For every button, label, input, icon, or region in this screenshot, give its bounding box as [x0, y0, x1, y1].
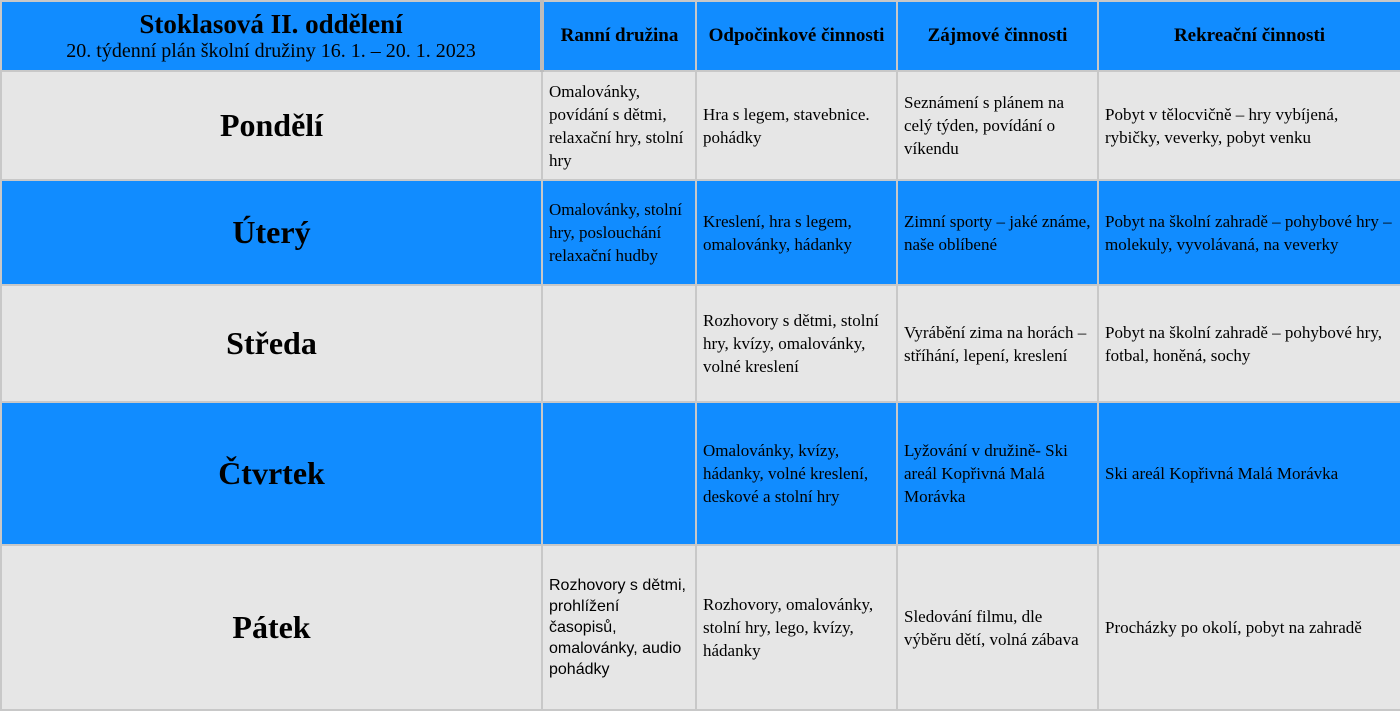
- table-cell: Pobyt na školní zahradě – pohybové hry – molekuly, vyvolávaná, na veverky: [1098, 180, 1400, 285]
- day-label: Pondělí: [1, 71, 542, 180]
- table-row-friday: [1, 545, 1400, 710]
- table-cell: Hra s legem, stavebnice. pohádky: [696, 71, 897, 180]
- table-cell: Omalovánky, stolní hry, poslouchání relaxační hudby: [542, 180, 696, 285]
- table-row-thursday: [1, 402, 1400, 545]
- table-cell: Pobyt na školní zahradě – pohybové hry, fotbal, honěná, sochy: [1098, 285, 1400, 402]
- table-cell: Zimní sporty – jaké známe, naše oblíbené: [897, 180, 1098, 285]
- day-label: Čtvrtek: [1, 402, 542, 545]
- day-label: Úterý: [1, 180, 542, 285]
- table-cell: Omalovánky, kvízy, hádanky, volné kreslení, deskové a stolní hry: [696, 402, 897, 545]
- title-cell: [1, 1, 542, 71]
- table-cell: Lyžování v družině- Ski areál Kopřivná Malá Morávka: [897, 402, 1098, 545]
- day-label: Pátek: [1, 545, 542, 710]
- table-cell: Rozhovory, omalovánky, stolní hry, lego, kvízy, hádanky: [696, 545, 897, 710]
- table-cell: Kreslení, hra s legem, omalovánky, hádanky: [696, 180, 897, 285]
- table-row-tuesday: [1, 180, 1400, 285]
- column-header-interest: Zájmové činnosti: [897, 1, 1098, 71]
- table-row-wednesday: [1, 285, 1400, 402]
- day-label: Středa: [1, 285, 542, 402]
- page-subtitle: 20. týdenní plán školní družiny 16. 1. – 20. 1. 2023: [66, 40, 476, 62]
- table-cell: Pobyt v tělocvičně – hry vybíjená, rybičky, veverky, pobyt venku: [1098, 71, 1400, 180]
- table-cell: Sledování filmu, dle výběru dětí, volná zábava: [897, 545, 1098, 710]
- table-cell: Procházky po okolí, pobyt na zahradě: [1098, 545, 1400, 710]
- column-header-morning: Ranní družina: [542, 1, 696, 71]
- table-cell: Rozhovory s dětmi, prohlížení časopisů, omalovánky, audio pohádky: [542, 545, 696, 710]
- table-cell: [542, 402, 696, 545]
- table-cell: Vyrábění zima na horách – stříhání, lepení, kreslení: [897, 285, 1098, 402]
- page-title: Stoklasová II. oddělení: [139, 9, 403, 39]
- column-header-rest: Odpočinkové činnosti: [696, 1, 897, 71]
- header-row: [1, 1, 1400, 71]
- table-cell: Rozhovory s dětmi, stolní hry, kvízy, omalovánky, volné kreslení: [696, 285, 897, 402]
- table-cell: Omalovánky, povídání s dětmi, relaxační hry, stolní hry: [542, 71, 696, 180]
- column-header-recreation: Rekreační činnosti: [1098, 1, 1400, 71]
- table-cell: Seznámení s plánem na celý týden, povídání o víkendu: [897, 71, 1098, 180]
- table-row-monday: [1, 71, 1400, 180]
- table-cell: [542, 285, 696, 402]
- table-cell: Ski areál Kopřivná Malá Morávka: [1098, 402, 1400, 545]
